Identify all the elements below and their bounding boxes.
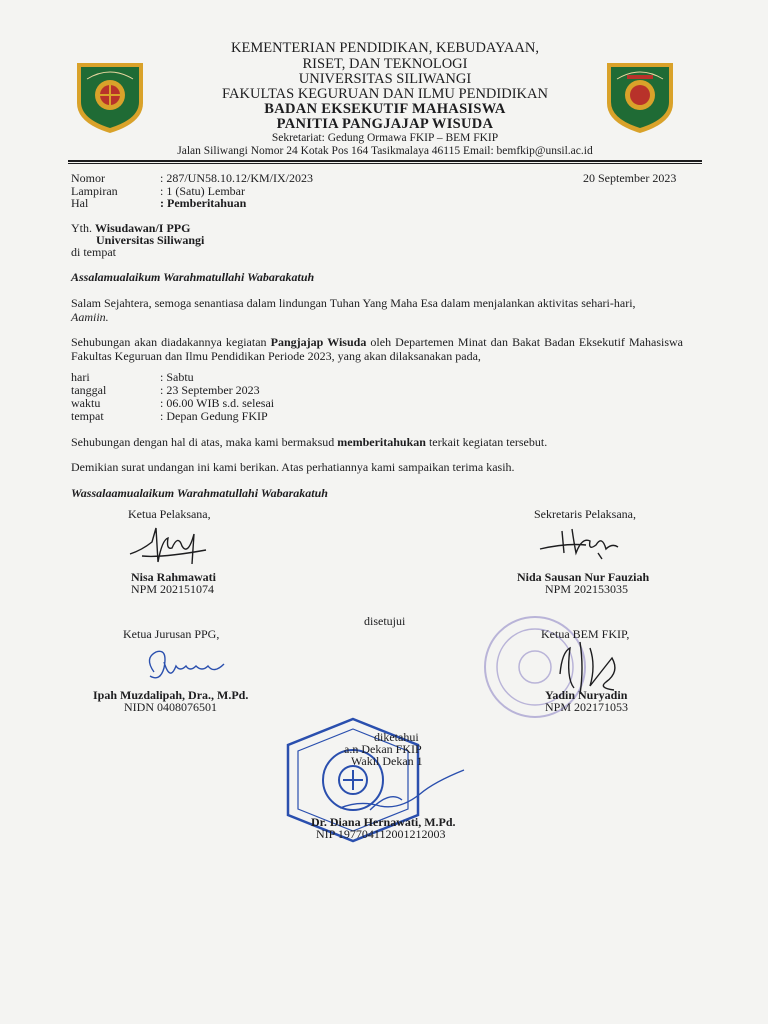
schedule-label: waktu <box>71 396 101 410</box>
paragraph-1-text: Salam Sejahtera, semoga senantiasa dalam lindungan Tuhan Yang Maha Esa dalam menjalankan aktivitas sehari-hari, <box>71 296 636 310</box>
letterhead-divider-thin <box>68 163 702 164</box>
letterhead-line-4: FAKULTAS KEGURUAN DAN ILMU PENDIDIKAN <box>222 86 548 102</box>
sekretaris-signature <box>536 523 626 563</box>
recipient-institution: Universitas Siliwangi <box>96 233 205 247</box>
kajur-name: Ipah Muzdalipah, Dra., M.Pd. <box>93 688 249 702</box>
paragraph-3-post: terkait kegiatan tersebut. <box>428 435 548 449</box>
university-logo-left <box>67 49 153 135</box>
letterhead-line-5: BADAN EKSEKUTIF MAHASISWA <box>264 101 506 117</box>
event-name: Pangjajap Wisuda <box>270 335 367 349</box>
kajur-signature <box>140 642 230 688</box>
kajur-title: Ketua Jurusan PPG, <box>123 627 220 641</box>
paragraph-3-pre: Sehubungan dengan hal di atas, maka kami bermaksud <box>71 435 335 449</box>
bem-title: Ketua BEM FKIP, <box>541 627 630 641</box>
schedule-value: : 06.00 WIB s.d. selesai <box>160 396 275 410</box>
bem-npm: NPM 202171053 <box>545 700 629 714</box>
schedule-value: : Sabtu <box>160 370 194 384</box>
paragraph-4: Demikian surat undangan ini kami berikan. Atas perhatiannya kami sampaikan terima kasih. <box>71 460 515 474</box>
letterhead-address: Jalan Siliwangi Nomor 24 Kotak Pos 164 Tasikmalaya 46115 Email: bemfkip@unsil.ac.id <box>177 145 593 157</box>
sekretaris-title: Sekretaris Pelaksana, <box>534 507 636 521</box>
ketua-name: Nisa Rahmawati <box>131 570 217 584</box>
bem-name: Yadin Nuryadin <box>545 688 628 702</box>
letterhead-line-1: KEMENTERIAN PENDIDIKAN, KEBUDAYAAN, <box>231 40 539 56</box>
sekretaris-npm: NPM 202153035 <box>545 582 629 596</box>
sekretaris-name: Nida Sausan Nur Fauziah <box>517 570 650 584</box>
kajur-nidn: NIDN 0408076501 <box>124 700 217 714</box>
recipient-place: di tempat <box>71 245 116 259</box>
vice-dean-signature <box>330 760 470 820</box>
letterhead-secretariat: Sekretariat: Gedung Ormawa FKIP – BEM FKIP <box>271 132 499 144</box>
letterhead-line-3: UNIVERSITAS SILIWANGI <box>298 71 472 87</box>
vice-dean-title: Wakil Dekan 1 <box>351 754 423 768</box>
vice-dean-name: Dr. Diana Hernawati, M.Pd. <box>311 815 456 829</box>
paragraph-1-end: Aamiin. <box>71 310 109 324</box>
recipient-yth: Yth. <box>71 221 92 235</box>
paragraph-3 <box>71 435 547 449</box>
nomor-label: Nomor <box>71 171 105 185</box>
hal-value: : Pemberitahuan <box>160 196 247 210</box>
ketua-signature <box>122 520 212 570</box>
letter-date: 20 September 2023 <box>583 171 677 185</box>
schedule-label: tempat <box>71 409 104 423</box>
paragraph-2 <box>71 335 683 363</box>
ketua-title: Ketua Pelaksana, <box>128 507 211 521</box>
approved-label: disetujui <box>364 614 406 628</box>
lampiran-value: : 1 (Satu) Lembar <box>160 184 245 198</box>
opening-greeting: Assalamualaikum Warahmatullahi Wabarakatuh <box>71 270 315 284</box>
paragraph-2-post: oleh Departemen Minat dan Bakat Badan Eksekutif Mahasiswa Fakultas Keguruan dan Ilmu Pendidikan Periode 2023, yang akan dilaksanakan pada, <box>71 335 683 363</box>
on-behalf-label: a.n Dekan FKIP <box>344 742 422 756</box>
letterhead-line-2: RISET, DAN TEKNOLOGI <box>302 56 468 72</box>
acknowledged-label: diketahui <box>374 730 419 744</box>
schedule-label: hari <box>71 370 90 384</box>
vice-dean-nip: NIP 197704112001212003 <box>316 827 446 841</box>
paragraph-3-bold: memberitahukan <box>337 435 426 449</box>
schedule-value: : Depan Gedung FKIP <box>160 409 268 423</box>
ketua-npm: NPM 202151074 <box>131 582 215 596</box>
recipient-to: Wisudawan/I PPG <box>95 221 191 235</box>
letterhead-line-6: PANITIA PANGJAJAP WISUDA <box>276 116 494 132</box>
nomor-value: : 287/UN58.10.12/KM/IX/2023 <box>160 171 313 185</box>
closing-greeting: Wassalaamualaikum Warahmatullahi Wabarakatuh <box>71 486 328 500</box>
paragraph-2-pre: Sehubungan akan diadakannya kegiatan <box>71 335 267 349</box>
paragraph-1 <box>71 296 683 324</box>
schedule-label: tanggal <box>71 383 107 397</box>
hal-label: Hal <box>71 196 89 210</box>
lampiran-label: Lampiran <box>71 184 118 198</box>
letterhead-divider <box>68 160 702 162</box>
schedule-value: : 23 September 2023 <box>160 383 260 397</box>
